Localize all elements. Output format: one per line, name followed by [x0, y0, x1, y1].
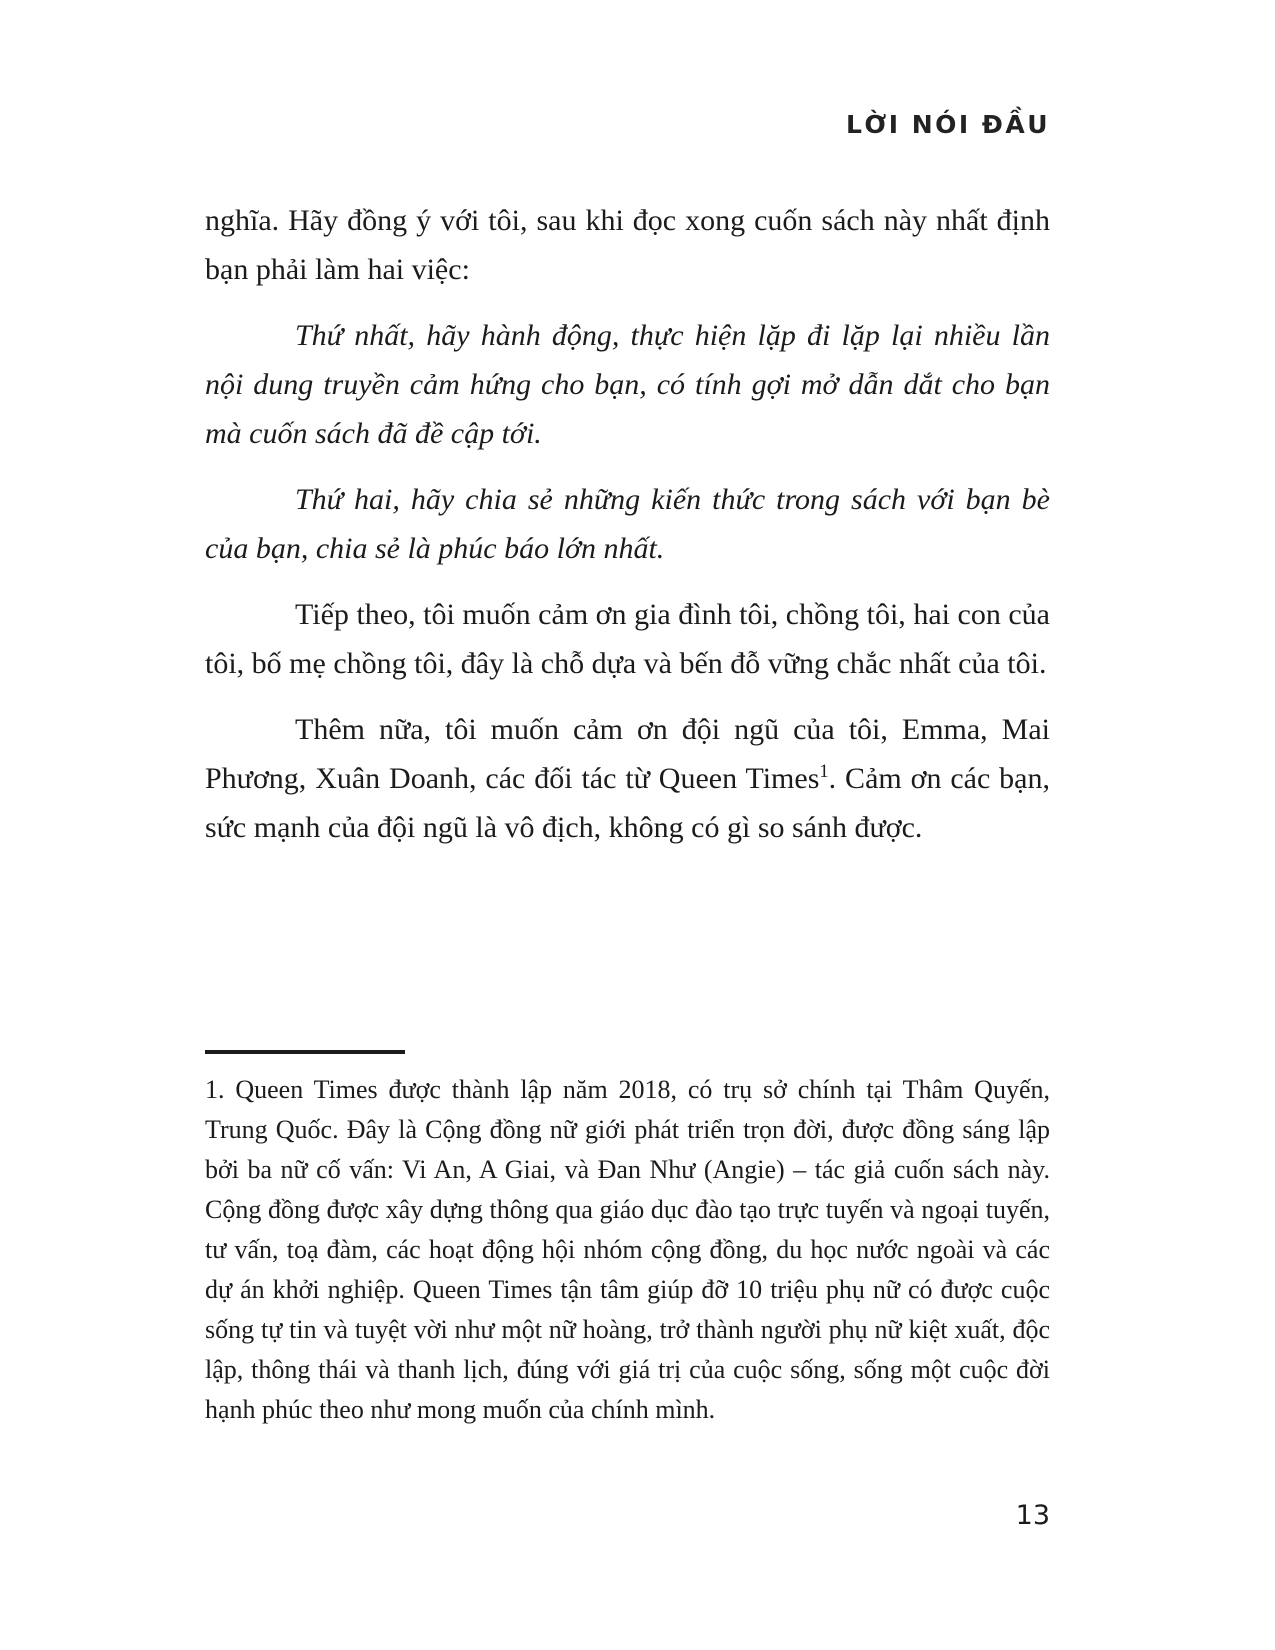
footnote-section	[205, 1050, 1050, 1430]
footnote-separator-rule	[205, 1050, 405, 1054]
page-number: 13	[1015, 1500, 1050, 1531]
paragraph-first-instruction: Thứ nhất, hãy hành động, thực hiện lặp đi lặp lại nhiều lần nội dung truyền cảm hứng cho bạn, có tính gợi mở dẫn dắt cho bạn mà cuốn sách đã đề cập tới.	[205, 319, 1050, 450]
running-head-title: LỜI NÓI ĐẦU	[845, 110, 1050, 139]
footnote-text: 1. Queen Times được thành lập năm 2018, có trụ sở chính tại Thâm Quyến, Trung Quốc. Đây là Cộng đồng nữ giới phát triển trọn đời, được đồng sáng lập bởi ba nữ cố vấn: Vi An, A Giai, và Đan Như (Angie) – tác giả cuốn sách này. Cộng đồng được xây dựng thông qua giáo dục đào tạo trực tuyến và ngoại tuyến, tư vấn, toạ đàm, các hoạt động hội nhóm cộng đồng, du học nước ngoài và các dự án khởi nghiệp. Queen Times tận tâm giúp đỡ 10 triệu phụ nữ có được cuộc sống tự tin và tuyệt vời như một nữ hoàng, trở thành người phụ nữ kiệt xuất, độc lập, thông thái và thanh lịch, đúng với giá trị của cuộc sống, sống một cuộc đời hạnh phúc theo như mong muốn của chính mình.	[205, 1075, 1050, 1424]
paragraph-team-thanks-text-end: . Cảm ơn các bạn, sức mạnh của đội ngũ là vô địch, không có gì so sánh được.	[205, 762, 1050, 844]
paragraph-continuation: nghĩa. Hãy đồng ý với tôi, sau khi đọc xong cuốn sách này nhất định bạn phải làm hai việc:	[205, 204, 1050, 286]
paragraph-family-thanks: Tiếp theo, tôi muốn cảm ơn gia đình tôi, chồng tôi, hai con của tôi, bố mẹ chồng tôi, đây là chỗ dựa và bến đỗ vững chắc nhất của tôi.	[205, 598, 1050, 680]
body-text-block	[205, 196, 1050, 852]
paragraph-second-instruction: Thứ hai, hãy chia sẻ những kiến thức trong sách với bạn bè của bạn, chia sẻ là phúc báo lớn nhất.	[205, 483, 1050, 565]
footnote-reference-marker: 1	[819, 761, 829, 782]
paragraph-team-thanks	[205, 705, 1050, 852]
paragraph-team-thanks-text: Thêm nữa, tôi muốn cảm ơn đội ngũ của tôi, Emma, Mai Phương, Xuân Doanh, các đối tác từ Queen Times	[205, 713, 1050, 795]
